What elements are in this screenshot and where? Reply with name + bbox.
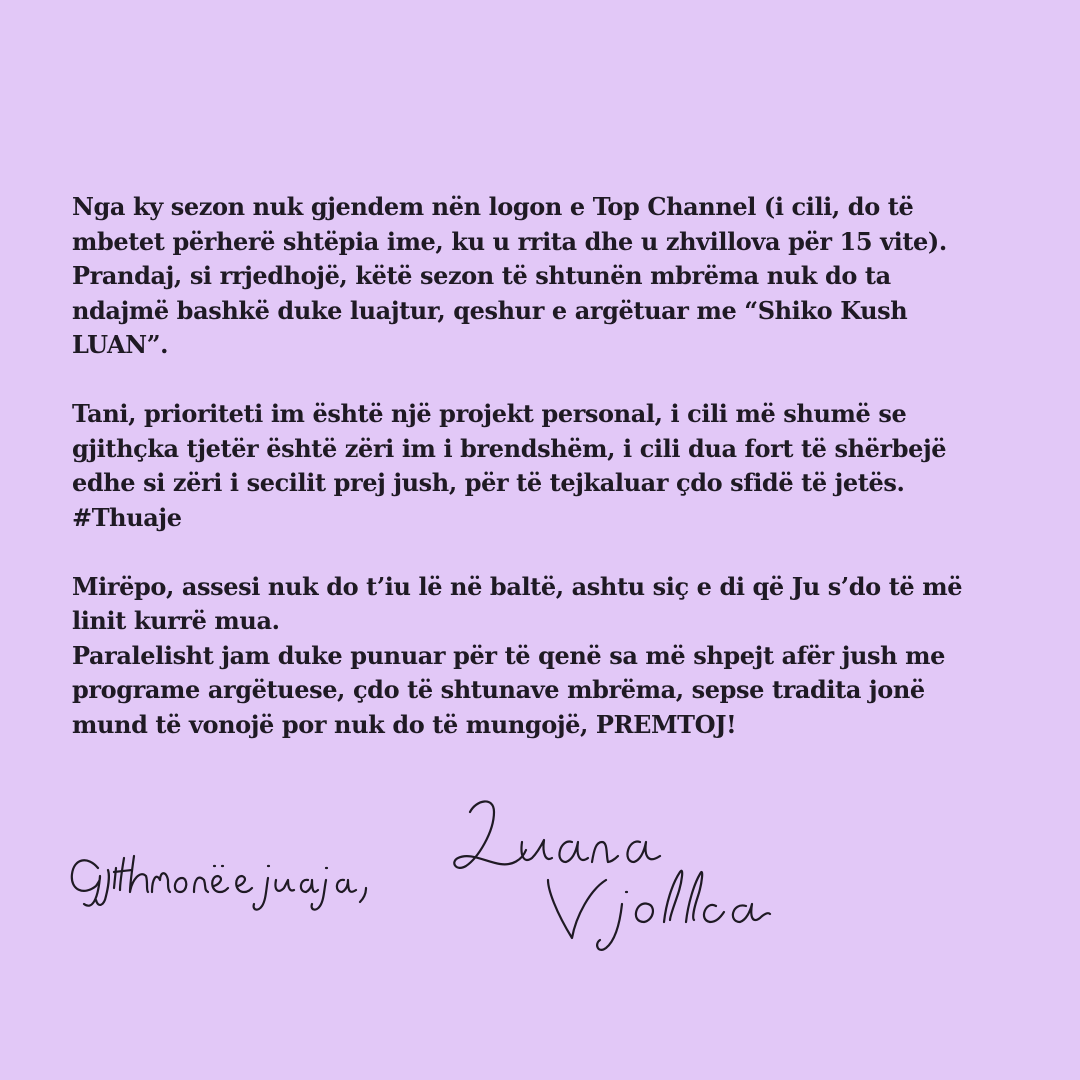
hashtag: #Thuaje: [72, 502, 182, 532]
text-line: Nga ky sezon nuk gjendem nën logon e Top Channel (i cili, do të: [72, 192, 914, 221]
text-line: LUAN”.: [72, 330, 169, 359]
text-line: Mirëpo, assesi nuk do t’iu lë në baltë, ashtu siç e di që Ju s’do të më: [72, 571, 963, 601]
text-line: gjithçka tjetër është zëri im i brendshëm, i cili dua fort të shërbejë: [72, 433, 947, 463]
text-line: mbetet përherë shtëpia ime, ku u rrita dhe u zhvillova për 15 vite).: [72, 226, 947, 256]
name-signature: [454, 801, 770, 949]
text-line: Paralelisht jam duke punuar për të qenë sa më shpejt afër jush me: [72, 640, 946, 670]
paragraph-2: [72, 397, 1022, 535]
text-line: linit kurrë mua.: [72, 606, 280, 635]
closing-signature: [72, 856, 366, 910]
text-line: programe argëtuese, çdo të shtunave mbrëma, sepse tradita jonë: [72, 675, 925, 704]
text-line: ndajmë bashkë duke luajtur, qeshur e argëtuar me “Shiko Kush: [72, 295, 908, 325]
paragraph-1: [72, 190, 1022, 363]
paragraph-3: [72, 570, 1022, 743]
text-line: Tani, prioriteti im është një projekt personal, i cili më shumë se: [72, 399, 907, 428]
text-line: mund të vonojë por nuk do të mungojë, PREMTOJ!: [72, 709, 737, 739]
text-line: edhe si zëri i secilit prej jush, për të tejkaluar çdo sfidë të jetës.: [72, 468, 905, 497]
letter-body: [72, 190, 1022, 777]
text-line: Prandaj, si rrjedhojë, këtë sezon të shtunën mbrëma nuk do ta: [72, 261, 891, 290]
